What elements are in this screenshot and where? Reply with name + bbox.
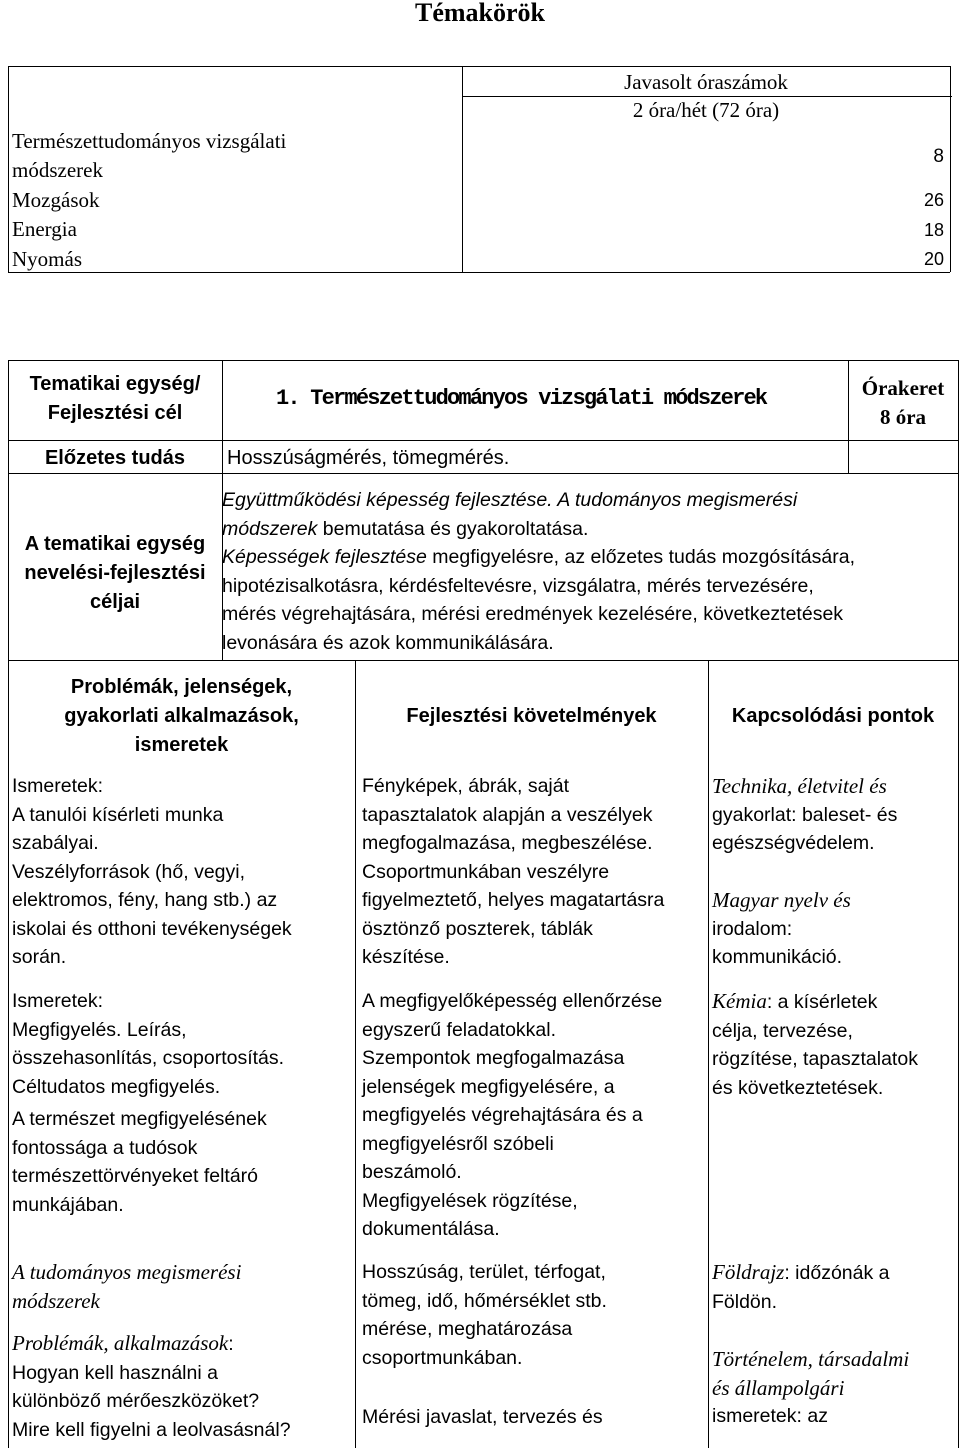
goals-line-4: hipotézisalkotásra, kérdésfeltevésre, vizsgálatra, mérés tervezésére, — [222, 574, 814, 597]
page-title: Témakörök — [415, 0, 545, 27]
goals-line-5: mérés végrehajtására, mérési eredmények kezelésére, következtetések — [222, 603, 844, 625]
col3-block-5: Történelem, társadalmi és állampolgári ismeretek: az — [712, 1347, 910, 1427]
hours-4: 20 — [923, 249, 944, 269]
hours-frame-value: 8 óra — [879, 405, 927, 429]
hours-2: 26 — [923, 190, 944, 210]
col1-block-4: A tudományos megismerési módszerek — [12, 1260, 242, 1313]
topic-2: Mozgások — [12, 188, 100, 212]
col1-block-3: A természet megfigyelésének fontossága a tudósok természettörvényeket feltáró munkájában. — [12, 1108, 267, 1216]
hours-frame-label: Órakeret — [861, 376, 945, 400]
goals-line-1: Együttműködési képesség fejlesztése. A tudományos megismerési — [222, 489, 798, 511]
col3-block-1: Technika, életvitel és gyakorlat: baleset- és egészségvédelem. — [712, 774, 898, 854]
prior-knowledge-label: Előzetes tudás — [44, 447, 186, 469]
hours-header-sub: 2 óra/hét (72 óra) — [632, 98, 780, 122]
goals-text — [222, 486, 855, 657]
goals-label-line1: A tematikai egység — [24, 533, 206, 555]
unit-label-line2: Fejlesztési cél — [47, 402, 183, 424]
hours-3: 18 — [923, 220, 944, 240]
topic-1-line1: Természettudományos vizsgálati — [12, 129, 287, 153]
topic-1-line2: módszerek — [12, 158, 103, 182]
col2-block-1: Fényképek, ábrák, saját tapasztalatok alapján a veszélyek megfogalmazása, megbeszélése. Csoportmunkában veszélyre figyelmeztető, helyes magatartásra ösztönző poszterek, táblák készítése. — [362, 775, 665, 968]
goals-line-2: módszerek bemutatása és gyakoroltatása. — [222, 517, 589, 540]
goals-label-line3: céljai — [89, 591, 141, 613]
col2-block-4: Mérési javaslat, tervezés és — [362, 1406, 603, 1428]
goals-line-3: Képességek fejlesztése megfigyelésre, az előzetes tudás mozgósítására, — [222, 546, 856, 568]
col3-header: Kapcsolódási pontok — [731, 705, 935, 727]
col1-block-1: Ismeretek: A tanulói kísérleti munka szabályai. Veszélyforrások (hő, vegyi, elektromos, fény, hang stb.) az iskolai és otthoni tevékenységek során. — [12, 775, 292, 968]
col1-block-2: Ismeretek: Megfigyelés. Leírás, összehasonlítás, csoportosítás. Céltudatos megfigyelés. — [12, 990, 285, 1098]
col1-header-line1: Problémák, jelenségek, — [70, 676, 293, 698]
col1-block-5: Problémák, alkalmazások: Hogyan kell használni a különböző mérőeszközöket? Mire kell figyelni a leolvasásnál? — [12, 1331, 291, 1441]
col1-header-line2: gyakorlati alkalmazások, — [64, 705, 299, 727]
goals-label-line2: nevelési-fejlesztési — [24, 562, 206, 584]
col3-block-4: Földrajz: időzónák a Földön. — [712, 1260, 890, 1313]
unit-title: 1. Természettudományos vizsgálati módszerek — [276, 386, 767, 411]
hours-1: 8 — [933, 146, 944, 167]
unit-label-line1: Tematikai egység/ — [29, 373, 201, 395]
hours-header: Javasolt óraszámok — [624, 70, 788, 94]
col2-header: Fejlesztési követelmények — [406, 705, 657, 727]
col1-header-line3: ismeretek — [134, 734, 229, 756]
col3-block-3: Kémia: a kísérletek célja, tervezése, rögzítése, tapasztalatok és következtetések. — [712, 989, 918, 1099]
col2-block-3: Hosszúság, terület, térfogat, tömeg, idő, hőmérséklet stb. mérése, meghatározása csoportmunkában. — [362, 1261, 607, 1369]
topic-4: Nyomás — [12, 247, 82, 271]
goals-line-6: levonására és azok kommunikálására. — [222, 631, 554, 654]
topic-3: Energia — [12, 217, 77, 241]
col3-block-2: Magyar nyelv és irodalom: kommunikáció. — [712, 888, 851, 968]
col2-block-2: A megfigyelőképesség ellenőrzése egyszerű feladatokkal. Szempontok megfogalmazása jelenségek megfigyelésére, a megfigyelés végrehajtására és a megfigyelésről szóbeli beszámoló. Megfigyelések rögzítése, dokumentálása. — [362, 990, 663, 1240]
prior-knowledge-text: Hosszúságmérés, tömegmérés. — [227, 447, 510, 469]
